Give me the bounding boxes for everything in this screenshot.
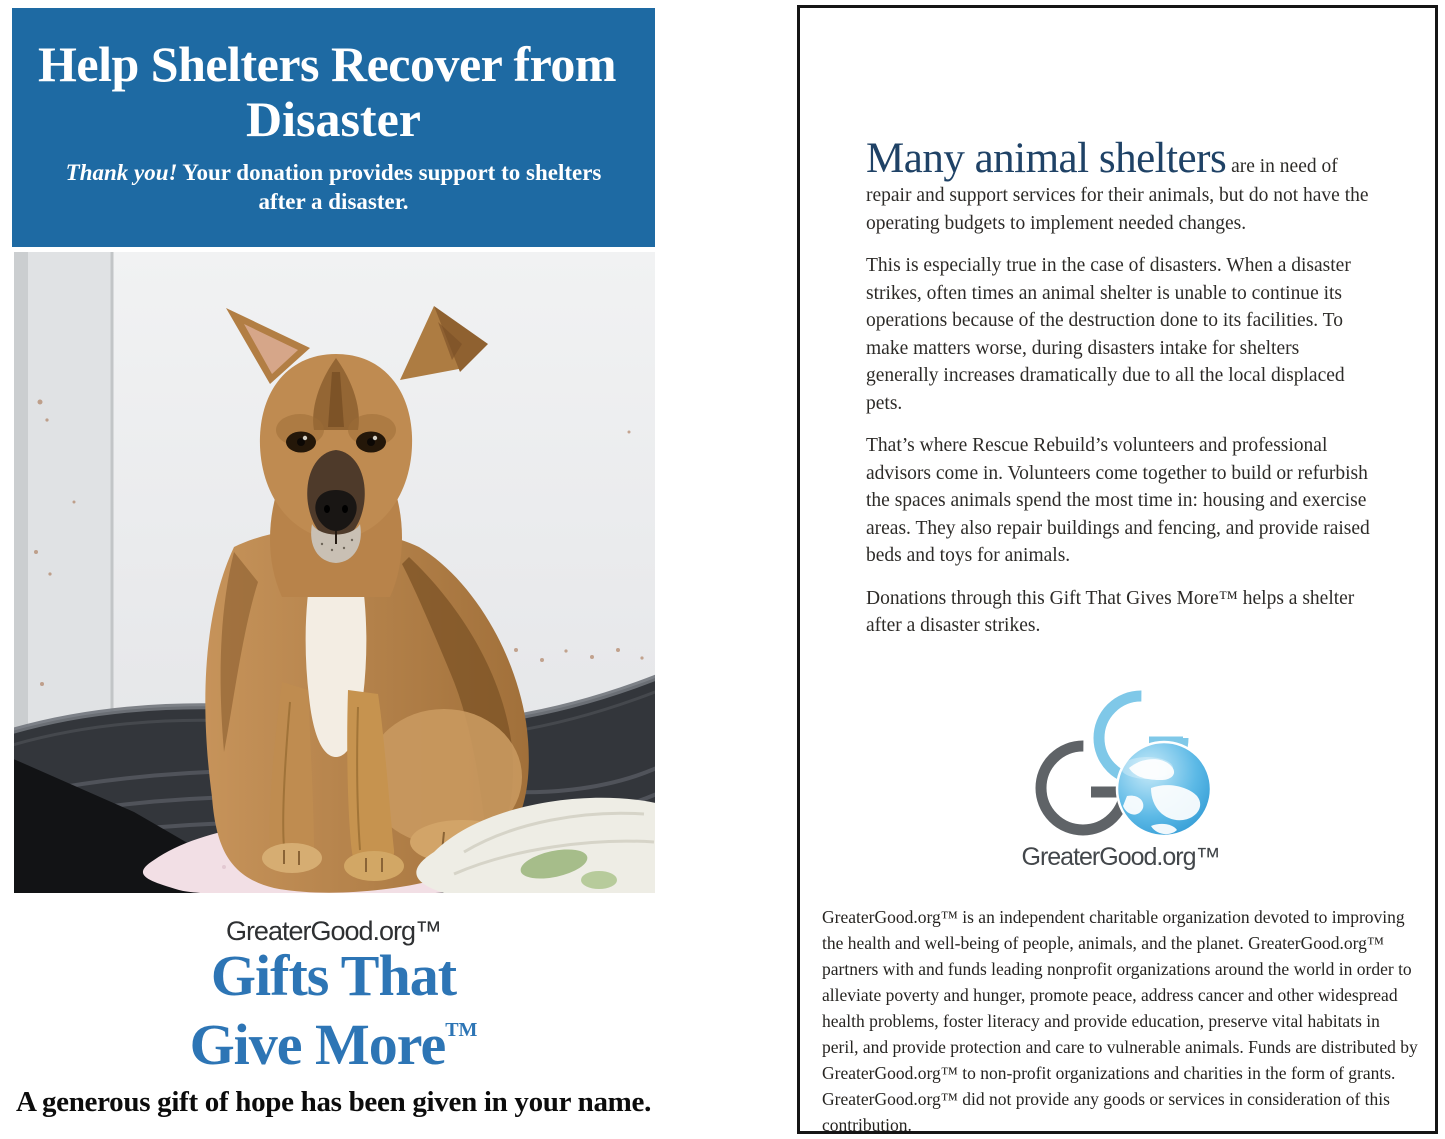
intro-rest: are in need of repair and support services for their animals, but do not have the operating budgets to implement needed changes. (866, 156, 1369, 234)
banner (12, 8, 655, 247)
greatergood-logo-icon (1001, 678, 1241, 846)
greatergood-logo (866, 678, 1375, 872)
greatergood-org-wordmark-right: GreaterGood.org™ (1021, 842, 1220, 871)
gift-note: A generous gift of hope has been given in your name. (15, 1086, 652, 1118)
banner-subtitle-emphasis: Thank you! (65, 160, 178, 185)
program-line2: Give More (189, 1012, 446, 1077)
dog-photo-illustration (14, 252, 655, 893)
gifts-that-give-more-logo (12, 943, 655, 1077)
legal-footer: GreaterGood.org™ is an independent charitable organization devoted to improving the health and well-being of people, animals, and the planet. GreaterGood.org™ partners with and funds leading nonprofit organizations around the world in order to alleviate poverty and hunger, promote peace, address cancer and other widespread health problems, foster literacy and provide education, preserve vital habitats in peril, and provide protection and care to vulnerable animals. Funds are distributed by GreaterGood.org™ to non-profit organizations and charities in the form of grants. GreaterGood.org™ did not provide any goods or services in consideration of this contribution. (822, 906, 1418, 1135)
paragraph-disasters: This is especially true in the case of disasters. When a disaster strikes, often times an animal shelter is unable to continue its operations because of the destruction done to its facilities. To make matters worse, during disasters intake for shelters generally increases dramatically due to all the local displaced pets. (866, 255, 1351, 414)
intro-paragraph (866, 136, 1375, 237)
greatergood-org-wordmark-left: GreaterGood.org™ (225, 916, 442, 946)
banner-subtitle (12, 158, 655, 216)
paragraph-donations: Donations through this Gift That Gives More™ helps a shelter after a disaster strikes. (866, 587, 1355, 636)
intro-lead: Many animal shelters (866, 135, 1227, 182)
banner-title-line2: Disaster (246, 91, 421, 147)
banner-subtitle-text: Your donation provides support to shelters after a disaster. (182, 160, 602, 214)
info-panel (797, 5, 1438, 1134)
trademark-mark: TM (445, 1019, 478, 1041)
banner-title-line1: Help Shelters Recover from (38, 36, 617, 92)
program-line1: Gifts That (210, 943, 457, 1008)
dog-photo-svg (14, 252, 655, 893)
paragraph-rescue-rebuild: That’s where Rescue Rebuild’s volunteers and professional advisors come in. Volunteers come together to build or refurbish the spaces animals spend the most time in: housing and exercise areas. They also repair buildings and fencing, and provide raised beds and toys for animals. (866, 435, 1370, 566)
